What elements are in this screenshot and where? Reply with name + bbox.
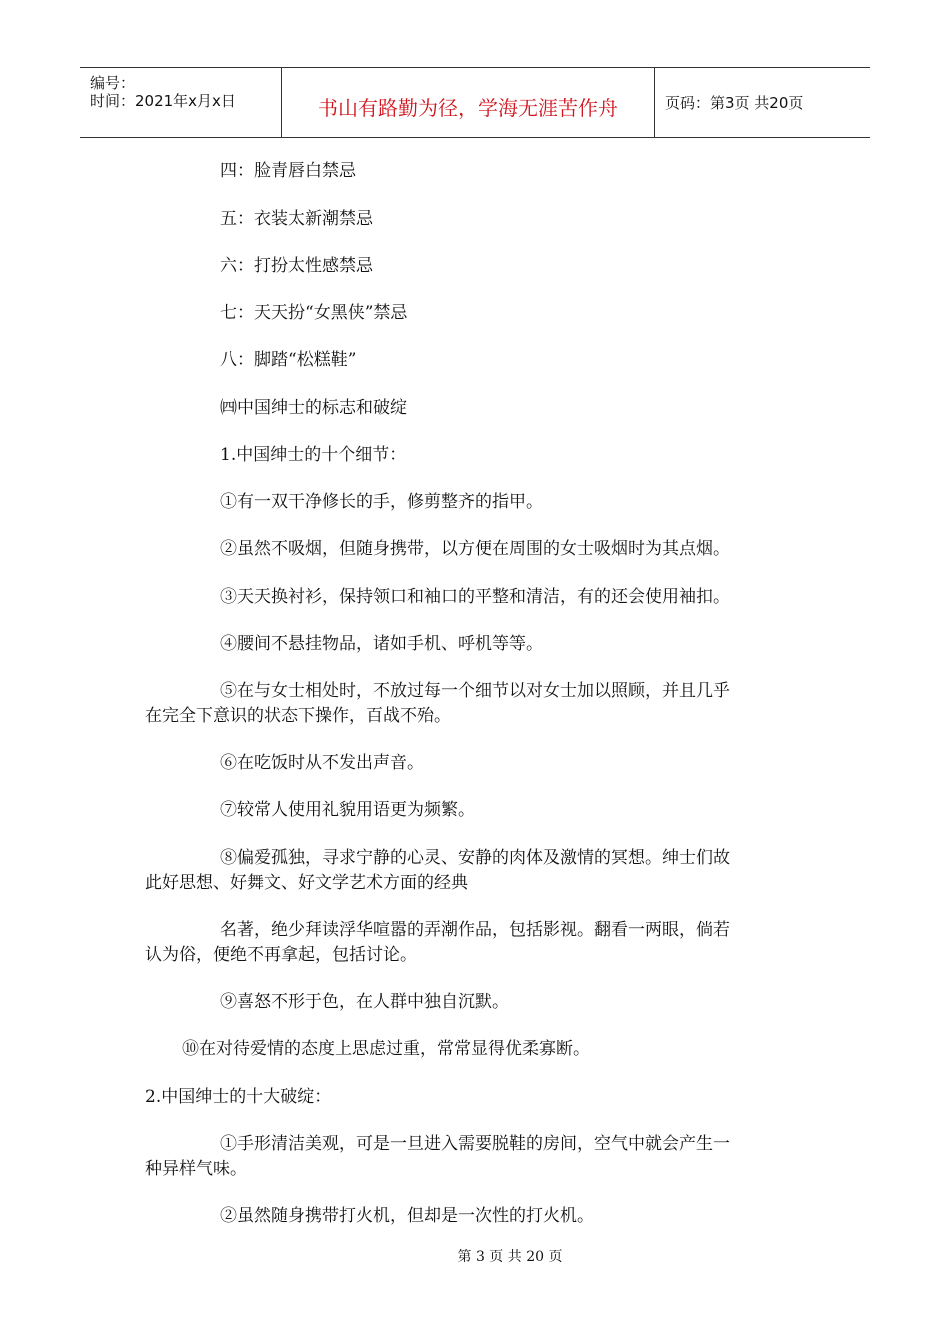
body-line: 八：脚踏“松糕鞋” — [220, 350, 357, 370]
document-date: 时间：2021年x月x日 — [90, 92, 236, 110]
header-page-cell — [655, 68, 870, 137]
list-item-continuation: 此好思想、好舞文、好文学艺术方面的经典 — [145, 873, 468, 893]
list-item: ①有一双干净修长的手，修剪整齐的指甲。 — [220, 492, 543, 512]
list-item: ⑧偏爱孤独，寻求宁静的心灵、安静的肉体及激情的冥想。绅士们故 — [220, 848, 730, 868]
header-motto-cell — [282, 68, 655, 137]
list-item: ⑥在吃饭时从不发出声音。 — [220, 753, 424, 773]
list-item: ⑦较常人使用礼貌用语更为频繁。 — [220, 800, 475, 820]
subsection-heading: 2.中国绅士的十大破绽： — [145, 1087, 332, 1107]
subsection-heading: 1.中国绅士的十个细节： — [220, 445, 407, 465]
list-item-continuation: 种异样气味。 — [145, 1159, 247, 1179]
body-line: 五：衣装太新潮禁忌 — [220, 209, 373, 229]
list-item-continuation: 认为俗，便绝不再拿起，包括讨论。 — [145, 945, 417, 965]
body-line: 七：天天扮“女黑侠”禁忌 — [220, 303, 408, 323]
list-item: ②虽然不吸烟，但随身携带，以方便在周围的女士吸烟时为其点烟。 — [220, 539, 730, 559]
header-meta-cell — [80, 68, 282, 137]
header-page-info: 页码：第3页 共20页 — [665, 94, 804, 112]
page-footer: 第 3 页 共 20 页 — [457, 1249, 563, 1265]
list-item-continuation: 名著，绝少拜读浮华喧嚣的弄潮作品，包括影视。翻看一两眼，倘若 — [220, 920, 730, 940]
body-line: 四：脸青唇白禁忌 — [220, 161, 356, 181]
list-item: ②虽然随身携带打火机，但却是一次性的打火机。 — [220, 1206, 594, 1226]
list-item: ①手形清洁美观，可是一旦进入需要脱鞋的房间，空气中就会产生一 — [220, 1134, 730, 1154]
list-item: ⑨喜怒不形于色，在人群中独自沉默。 — [220, 992, 509, 1012]
list-item-continuation: 在完全下意识的状态下操作，百战不殆。 — [145, 706, 451, 726]
page-header — [80, 67, 870, 138]
document-number-label: 编号： — [90, 74, 136, 92]
list-item: ⑤在与女士相处时，不放过每一个细节以对女士加以照顾，并且几乎 — [220, 681, 730, 701]
list-item: ④腰间不悬挂物品，诸如手机、呼机等等。 — [220, 634, 543, 654]
header-motto: 书山有路勤为径，学海无涯苦作舟 — [318, 96, 618, 120]
list-item: ③天天换衬衫，保持领口和袖口的平整和清洁，有的还会使用袖扣。 — [220, 587, 730, 607]
section-heading: ㈣中国绅士的标志和破绽 — [220, 398, 407, 418]
list-item: ⑩在对待爱情的态度上思虑过重，常常显得优柔寡断。 — [182, 1039, 590, 1059]
body-line: 六：打扮太性感禁忌 — [220, 256, 373, 276]
